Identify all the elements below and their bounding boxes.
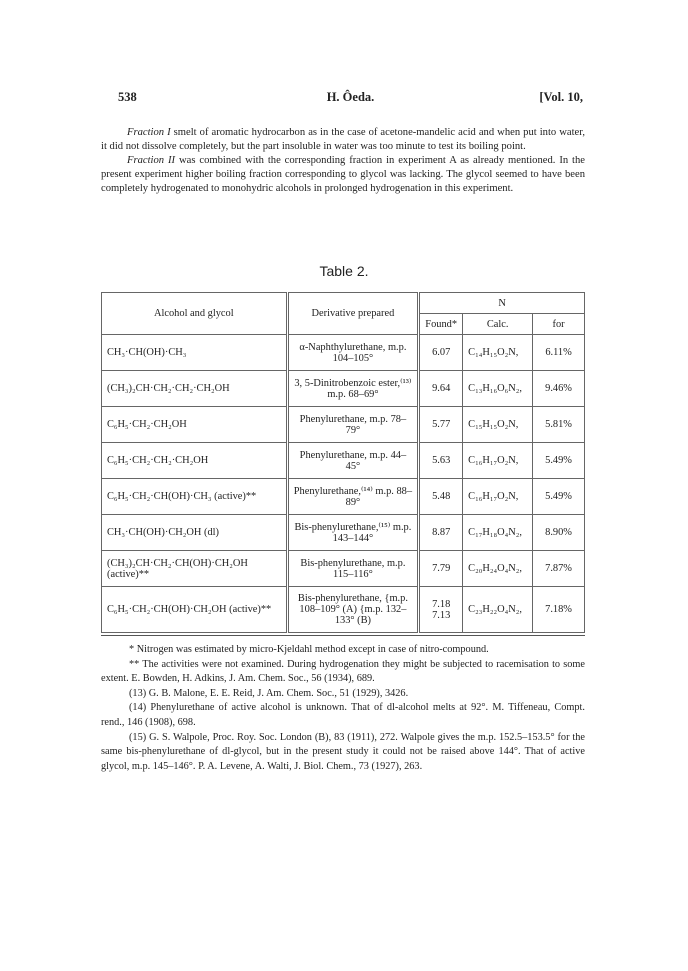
cell-for: 5.49% [533, 479, 585, 515]
cell-calc: C₂₃H₂₂O₄N₂, [463, 587, 533, 633]
cell-alcohol: C₆H₅·CH₂·CH(OH)·CH₂OH (active)** [102, 587, 288, 633]
table-row [102, 407, 585, 443]
cell-for: 8.90% [533, 515, 585, 551]
table-row [102, 587, 585, 633]
cell-found: 6.07 [419, 335, 463, 371]
table-row [102, 371, 585, 407]
cell-for: 7.18% [533, 587, 585, 633]
table-row [102, 551, 585, 587]
cell-found: 5.48 [419, 479, 463, 515]
table-row [102, 515, 585, 551]
footnote: (13) G. B. Malone, E. E. Reid, J. Am. Chem. Soc., 51 (1929), 3426. [129, 687, 409, 699]
paragraph-text: smelt of aromatic hydrocarbon as in the case of acetone-mandelic acid and when put into water, it did not dissolve completely, but the part insoluble in water was too minute to test its boiling point. [101, 127, 585, 152]
paragraph [101, 126, 585, 154]
cell-found: 5.63 [419, 443, 463, 479]
fraction-label: Fraction II [127, 155, 176, 166]
body-text [101, 126, 585, 196]
header-found: Found* [419, 314, 463, 335]
cell-found: 7.18 7.13 [419, 587, 463, 633]
fraction-label: Fraction I [127, 127, 171, 138]
table-row [102, 335, 585, 371]
cell-derivative: α-Naphthylurethane, m.p. 104–105° [287, 335, 419, 371]
cell-derivative: Bis-phenylurethane, {m.p. 108–109° (A) {m.p. 132–133° (B) [287, 587, 419, 633]
cell-derivative: 3, 5-Dinitrobenzoic ester,⁽¹³⁾ m.p. 68–69° [287, 371, 419, 407]
cell-found: 5.77 [419, 407, 463, 443]
cell-found: 9.64 [419, 371, 463, 407]
header-for: for [533, 314, 585, 335]
cell-for: 5.81% [533, 407, 585, 443]
volume: [Vol. 10, [539, 90, 583, 104]
cell-alcohol: CH₃·CH(OH)·CH₂OH (dl) [102, 515, 288, 551]
cell-alcohol: (CH₃)₂CH·CH₂·CH(OH)·CH₂OH (active)** [102, 551, 288, 587]
cell-derivative: Phenylurethane, m.p. 44–45° [287, 443, 419, 479]
cell-calc: C₁₇H₁₈O₄N₂, [463, 515, 533, 551]
cell-calc: C₁₆H₁₇O₂N, [463, 443, 533, 479]
cell-alcohol: CH₃·CH(OH)·CH₃ [102, 335, 288, 371]
cell-derivative: Bis-phenylurethane, m.p. 115–116° [287, 551, 419, 587]
footnote: * Nitrogen was estimated by micro-Kjeldahl method except in case of nitro-compound. [129, 644, 489, 655]
cell-alcohol: C₆H₅·CH₂·CH₂·CH₂OH [102, 443, 288, 479]
header-derivative: Derivative prepared [287, 293, 419, 335]
cell-for: 7.87% [533, 551, 585, 587]
cell-alcohol: C₆H₅·CH₂·CH(OH)·CH₃ (active)** [102, 479, 288, 515]
footnotes [101, 643, 585, 774]
cell-found: 7.79 [419, 551, 463, 587]
cell-derivative: Phenylurethane, m.p. 78–79° [287, 407, 419, 443]
header-n: N [419, 293, 585, 314]
cell-calc: C₁₃H₁₆O₆N₂, [463, 371, 533, 407]
page-number: 538 [118, 90, 137, 104]
footnote: ** The activities were not examined. During hydrogenation they might be subjected to racemisation to some extent. E. Bowden, H. Adkins, J. Am. Chem. Soc., 56 (1934), 689. [101, 658, 585, 685]
cell-alcohol: (CH₃)₂CH·CH₂·CH₂·CH₂OH [102, 371, 288, 407]
cell-calc: C₁₅H₁₅O₂N, [463, 407, 533, 443]
table-row [102, 479, 585, 515]
cell-calc: C₂₀H₂₄O₄N₂, [463, 551, 533, 587]
header-calc: Calc. [463, 314, 533, 335]
paragraph-text: was combined with the corresponding fraction in experiment A as already mentioned. In the present experiment higher boiling fraction corresponding to glycol was lacking. The glycol seemed to have been completely hydrogenated to monohydric alcohols in prolonged hydrogenation in this experiment. [101, 155, 586, 194]
header-alcohol: Alcohol and glycol [102, 293, 288, 335]
paragraph [101, 154, 585, 196]
cell-derivative: Phenylurethane,⁽¹⁴⁾ m.p. 88–89° [287, 479, 419, 515]
footnote: (14) Phenylurethane of active alcohol is unknown. That of dl-alcohol melts at 92°. M. Tiffeneau, Compt. rend., 146 (1908), 698. [101, 702, 585, 728]
table-title: Table 2. [319, 263, 369, 279]
table-row [102, 443, 585, 479]
cell-for: 9.46% [533, 371, 585, 407]
cell-for: 6.11% [533, 335, 585, 371]
cell-calc: C₁₄H₁₅O₂N, [463, 335, 533, 371]
cell-for: 5.49% [533, 443, 585, 479]
footnote-rule [101, 635, 585, 636]
footnote: (15) G. S. Walpole, Proc. Roy. Soc. London (B), 83 (1911), 272. Walpole gives the m.p. 152.5–153.5° for the same bis-phenylurethane of dl-glycol, but in the present study it could not be raised above 144°. That of active glycol, m.p. 145–146°. P. A. Levene, A. Walti, J. Biol. Chem., 73 (1927), 263. [101, 731, 585, 772]
cell-derivative: Bis-phenylurethane,⁽¹⁵⁾ m.p. 143–144° [287, 515, 419, 551]
data-table [101, 292, 585, 633]
running-header [118, 90, 583, 106]
cell-found: 8.87 [419, 515, 463, 551]
cell-calc: C₁₆H₁₇O₂N, [463, 479, 533, 515]
author: H. Ôeda. [326, 90, 375, 104]
cell-alcohol: C₆H₅·CH₂·CH₂OH [102, 407, 288, 443]
